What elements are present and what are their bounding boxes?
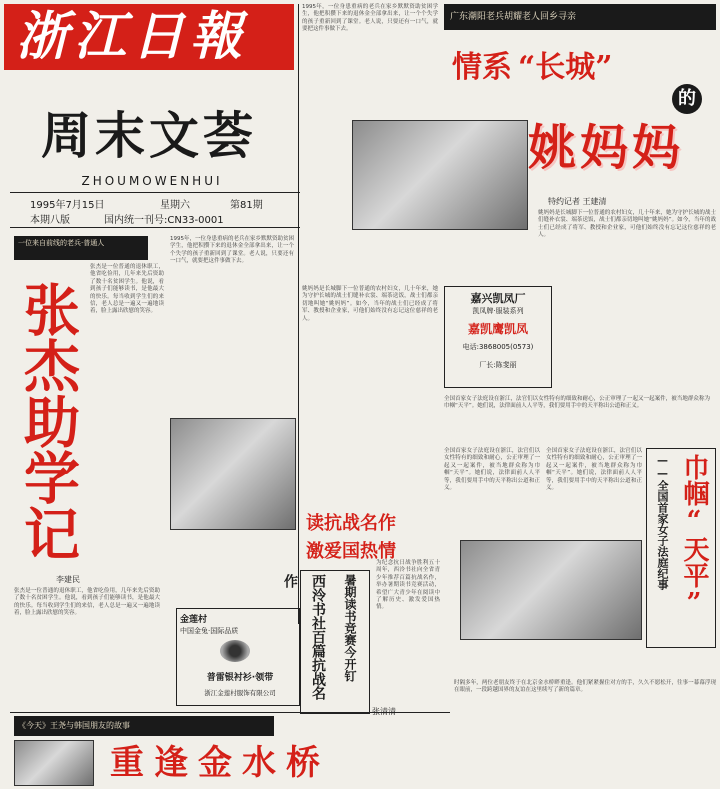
jinlian-slogan: 普雷银衬衫·领带 bbox=[206, 673, 274, 683]
issue-weekday: 星期六 bbox=[160, 200, 190, 211]
zhangjie-title: 张杰助学记 bbox=[15, 281, 81, 561]
zhangjie-article-c: 张杰是一位普通的退休职工，他省吃俭用，几年来先后资助了数十名贫困学生。他说，看到孩子们能够读书，是他最大的快乐。每当收到学生们的来信，老人总是一遍又一遍地读着，脸上露出欣慰的笑容。 bbox=[14, 588, 160, 617]
changcheng-byline: 特约记者 王建清 bbox=[548, 197, 607, 206]
jinshuiqiao-kicker: 《今天》王尧与韩国朋友的故事 bbox=[18, 721, 130, 730]
jiaxing-phone: 电话:3868005(0573) bbox=[462, 343, 534, 351]
changcheng-title-big: 姚妈妈 bbox=[528, 120, 685, 176]
kangzhan-article: 为纪念抗日战争胜利五十周年，西泠书社向全省青少年推荐百篇抗战名作，举办暑期读书竞赛活动，希望广大青少年在阅读中了解历史、激发爱国热情。 bbox=[376, 560, 440, 611]
court-vertical-sub: ——全国首家女子法庭纪事 bbox=[656, 454, 669, 590]
court-article-a: 全国首家女子法庭设在浙江，法官们以女性特有的细致和耐心，公正审理了一起又一起案件，被当地群众称为巾帼“天平”。她们说，法律面前人人平等，我们要用手中的天平称出公道和正义。 bbox=[444, 396, 710, 410]
court-photo bbox=[460, 540, 642, 640]
jiaxing-name: 嘉兴凯凤厂 bbox=[470, 292, 526, 305]
changcheng-photo bbox=[352, 120, 528, 230]
bridge-article: 时隔多年，两位老朋友终于在北京金水桥畔重逢。他们紧紧握住对方的手，久久不愿松开，往事一幕幕浮现在眼前，一段跨越国界的友谊在这里续写了新的篇章。 bbox=[454, 680, 716, 694]
changcheng-title-quote: “长城” bbox=[518, 50, 613, 85]
jinshuiqiao-photo bbox=[14, 740, 94, 786]
section-pinyin: ZHOUMOWENHUI bbox=[81, 174, 223, 188]
issue-pages: 本期八版 bbox=[30, 215, 70, 226]
zhangjie-article-a: 张杰是一位普通的退休职工，他省吃俭用，几年来先后资助了数十名贫困学生。他说，看到孩子们能够读书，是他最大的快乐。每当收到学生们的来信，老人总是一遍又一遍地读着，脸上露出欣慰的笑容。 bbox=[90, 264, 164, 315]
kangzhan-vertical-sub: 暑期读书竞赛今开钉 bbox=[343, 574, 357, 682]
kangzhan-title-line1: 读抗战名作 bbox=[306, 513, 396, 534]
jiaxing-contact: 厂长:陈斐丽 bbox=[479, 361, 517, 369]
middle-article: 姚妈妈是长城脚下一位普通的农村妇女，几十年来，她为守护长城的战士们缝补衣裳、端茶送饭，战士们都亲切地叫她“姚妈妈”。如今，当年的战士们已经成了将军、教授和企业家，可他们始终没有忘记这位慈祥的老人。 bbox=[302, 286, 438, 322]
kangzhan-vertical-title: 西泠书社百篇抗战名作 bbox=[282, 574, 326, 700]
top-center-article: 1995年，一位身患重病的老兵在家乡默默资助贫困学生，他把积攒下来的退休金全部拿出来，让一个个失学的孩子重新回到了课堂。老人说，只要还有一口气，就要把这件事做下去。 bbox=[302, 4, 438, 33]
changcheng-article: 姚妈妈是长城脚下一位普通的农村妇女，几十年来，她为守护长城的战士们缝补衣裳、端茶送饭，战士们都亲切地叫她“姚妈妈”。如今，当年的战士们已经成了将军、教授和企业家，可他们始终没有忘记这位慈祥的老人。 bbox=[538, 210, 716, 239]
zhangjie-byline: 李建民 bbox=[56, 575, 80, 584]
zhangjie-kicker: 一位来自前线的老兵·普通人 bbox=[18, 239, 105, 247]
zhangjie-photo bbox=[170, 418, 296, 530]
kangzhan-title-line2: 激爱国热情 bbox=[306, 541, 396, 562]
changcheng-title-prefix: 情系 bbox=[452, 50, 512, 85]
section-title: 周末文荟 bbox=[41, 107, 257, 165]
zhangjie-article-b: 1995年，一位身患重病的老兵在家乡默默资助贫困学生，他把积攒下来的退休金全部拿出来，让一个个失学的孩子重新回到了课堂。老人说，只要还有一口气，就要把这件事做下去。 bbox=[170, 236, 294, 265]
jinlian-caption: 中国金兔·国际品质 bbox=[180, 627, 239, 635]
jinlian-company: 浙江金莲村服饰有限公司 bbox=[204, 689, 276, 697]
court-article-c: 全国首家女子法庭设在浙江，法官们以女性特有的细致和耐心，公正审理了一起又一起案件，被当地群众称为巾帼“天平”。她们说，法律面前人人平等，我们要用手中的天平称出公道和正义。 bbox=[546, 448, 642, 492]
court-article-b: 全国首家女子法庭设在浙江，法官们以女性特有的细致和耐心，公正审理了一起又一起案件，被当地群众称为巾帼“天平”。她们说，法律面前人人平等，我们要用手中的天平称出公道和正义。 bbox=[444, 448, 540, 492]
changcheng-kicker: 广东潮阳老兵胡耀老人回乡寻亲 bbox=[450, 12, 577, 22]
jinshuiqiao-title: 重逢金水桥 bbox=[110, 743, 330, 783]
jinlian-logo-icon bbox=[220, 640, 250, 662]
issue-number: 第81期 bbox=[230, 200, 263, 211]
court-vertical-title: 巾帼“天平” bbox=[679, 454, 709, 618]
changcheng-title-suffix: 的 bbox=[678, 88, 696, 109]
issue-serial: 国内统一刊号:CN33-0001 bbox=[104, 215, 224, 226]
jinlian-brand: 金莲村 bbox=[180, 615, 208, 625]
issue-date: 1995年7月15日 bbox=[30, 200, 105, 211]
paper-name-logo: 浙江日報 bbox=[16, 6, 249, 67]
jiaxing-brand: 嘉凯鹰凯凤 bbox=[467, 322, 528, 336]
jiaxing-slogan: 凯凤牌·服装系列 bbox=[472, 307, 524, 315]
